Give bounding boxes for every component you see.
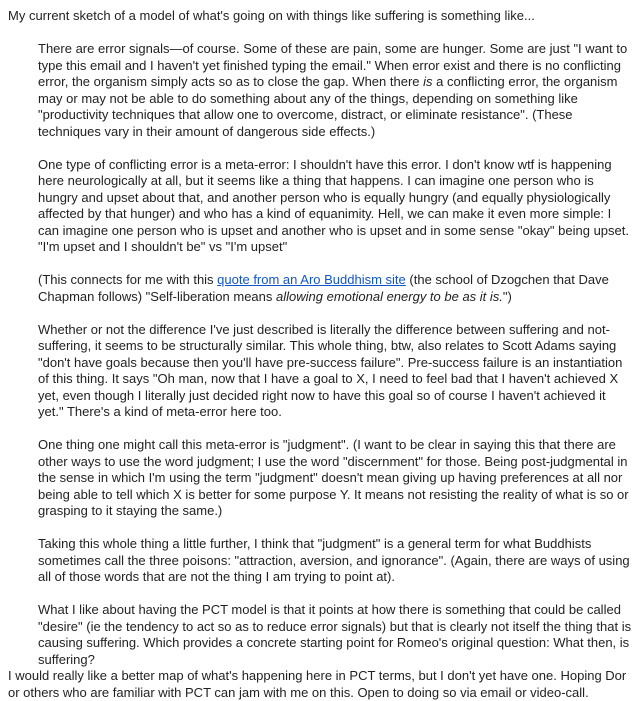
- aro-buddhism-link[interactable]: quote from an Aro Buddhism site: [217, 272, 406, 287]
- quote-paragraph-7: [38, 602, 632, 668]
- text-run: "): [502, 288, 512, 304]
- text-run: There are error signals—of course. Some of these are pain, some are hunger. Some are just "I want to type this email and I haven't yet finished typing the email." When error exist and there is no conflicting error, the organism simply acts so as to close the gap. When there: [38, 41, 628, 89]
- message-body: [8, 8, 632, 701]
- quote-paragraph-6: [38, 536, 632, 586]
- quote-paragraph-5: [38, 437, 632, 520]
- text-run: a conflicting error, the organism may or may not be able to do something about any of the things, depending on something like "productivity techniques that allow one to overcome, distract, or eliminate resistance". (These techniques vary in their amount of dangerous side effects.): [38, 74, 618, 139]
- quote-paragraph-1: [38, 41, 632, 140]
- outro-paragraph: I would really like a better map of what's happening here in PCT terms, but I don't yet have one. Hoping Dor or others who are familiar with PCT can jam with me on this. Open to doing so via email or video-call.: [8, 668, 627, 700]
- text-run: (This connects for me with this: [38, 272, 218, 287]
- quote-paragraph-2: [38, 157, 632, 256]
- emphasis-text: allowing emotional energy to be as it is.: [276, 288, 503, 304]
- text-run: One type of conflicting error is a meta-error: I shouldn't have this error. I don't know wtf is happening here neurologically at all, but it seems like a thing that happens. I can imagine one person who is hungry and upset about that, and another person who is equally hungry (and equally physiologically affected by that hunger) and who has a kind of equanimity. Hell, we can make it even more simple: I can imagine one person who is upset and another who is upset and in some sense "okay" being upset. "I'm upset and I shouldn't be" vs "I'm upset": [38, 156, 629, 254]
- quoted-block: [38, 41, 632, 668]
- emphasis-text: is: [423, 74, 433, 89]
- intro-paragraph: My current sketch of a model of what's going on with things like suffering is something like...: [8, 8, 535, 23]
- text-run: One thing one might call this meta-error is "judgment". (I want to be clear in saying this that there are other ways to use the word judgment; I use the word "discernment" for those. Being post-judgmental in the sense in which I'm using the term "judgment" doesn't mean giving up having preferences at all nor being able to tell which X is better for some purpose Y. It means not resisting the reality of what is so or grasping to it staying the same.): [38, 437, 629, 518]
- text-run: (the school of Dzogchen that Dave Chapman follows) "Self-liberation means: [38, 272, 609, 304]
- text-run: Taking this whole thing a little further, I think that "judgment" is a general term for what Buddhists sometimes call the three poisons: "attraction, aversion, and ignorance". (Again, there are ways of using all of those words that are not the thing I am trying to point at).: [38, 536, 630, 584]
- quote-paragraph-3: [38, 272, 632, 305]
- quote-paragraph-4: [38, 322, 632, 421]
- text-run: What I like about having the PCT model is that it points at how there is something that could be called "desire" (ie the tendency to act so as to reduce error signals) but that is clearly not itself the thing that is causing suffering. Which provides a concrete starting point for Romeo's original question: What then, is suffering?: [38, 602, 632, 667]
- text-run: Whether or not the difference I've just described is literally the difference between suffering and not-suffering, it seems to be structurally similar. This whole thing, btw, also relates to Scott Adams saying "don't have goals because then you'll have pre-success failure". Pre-success failure is an instantiation of this thing. It says "Oh man, now that I have a goal to X, I need to feel bad that I haven't achieved X yet, even though I literally just decided right now to have this goal so of course I haven't achieved it yet." There's a kind of meta-error here too.: [38, 321, 623, 419]
